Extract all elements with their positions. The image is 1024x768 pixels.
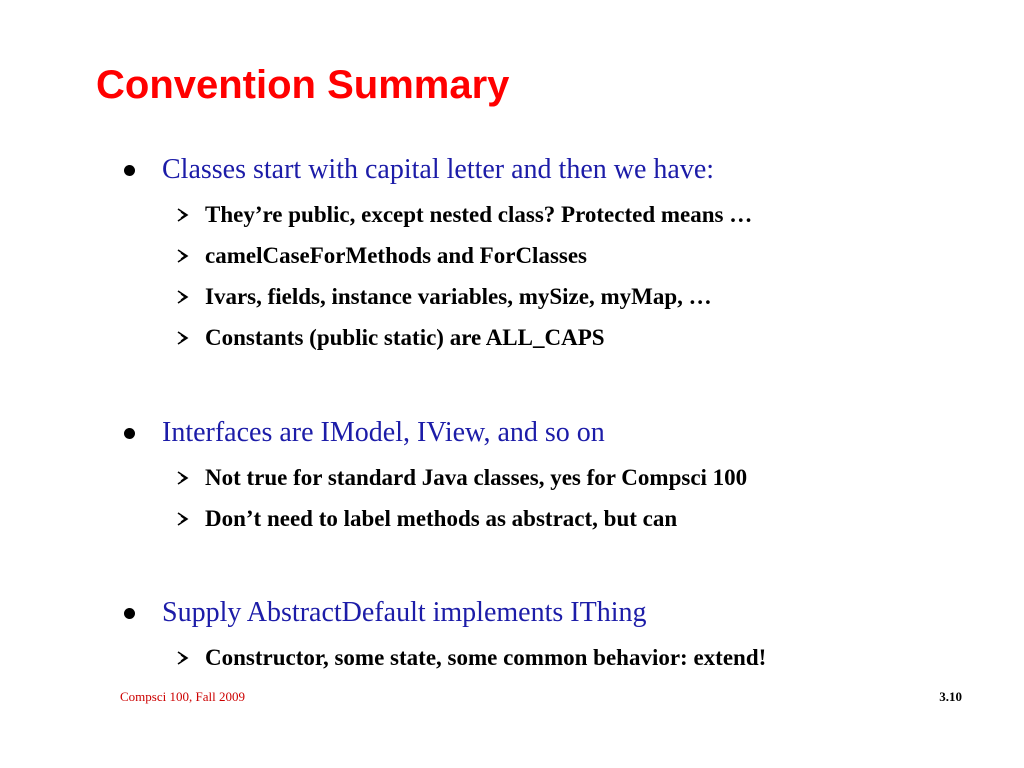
arrowhead-icon [176, 289, 190, 305]
footer-course: Compsci 100, Fall 2009 [120, 689, 245, 704]
footer-page-number: 3.10 [939, 689, 962, 704]
sub-bullet-text: Ivars, fields, instance variables, mySize, myMap, … [205, 284, 712, 309]
arrowhead-icon [176, 511, 190, 527]
sub-bullet-text: They’re public, except nested class? Protected means … [205, 202, 753, 227]
arrowhead-icon [176, 650, 190, 666]
bullet-text: Classes start with capital letter and then we have: [162, 154, 715, 185]
sub-bullet-text: Not true for standard Java classes, yes for Compsci 100 [205, 465, 748, 490]
arrowhead-icon [176, 207, 190, 223]
arrowhead-icon [176, 470, 190, 486]
arrowhead-icon [176, 330, 190, 346]
sub-bullet-text: camelCaseForMethods and ForClasses [205, 243, 588, 268]
arrowhead-icon [176, 248, 190, 264]
bullet-dot-icon [124, 165, 135, 176]
slide-title: Convention Summary [96, 63, 510, 107]
bullet-text: Supply AbstractDefault implements IThing [162, 597, 647, 628]
sub-bullet-text: Don’t need to label methods as abstract, but can [205, 506, 678, 531]
sub-bullet-text: Constructor, some state, some common behavior: extend! [205, 645, 767, 670]
bullet-text: Interfaces are IModel, IView, and so on [162, 417, 605, 448]
sub-bullet-text: Constants (public static) are ALL_CAPS [205, 325, 605, 350]
bullet-dot-icon [124, 428, 135, 439]
bullet-dot-icon [124, 608, 135, 619]
